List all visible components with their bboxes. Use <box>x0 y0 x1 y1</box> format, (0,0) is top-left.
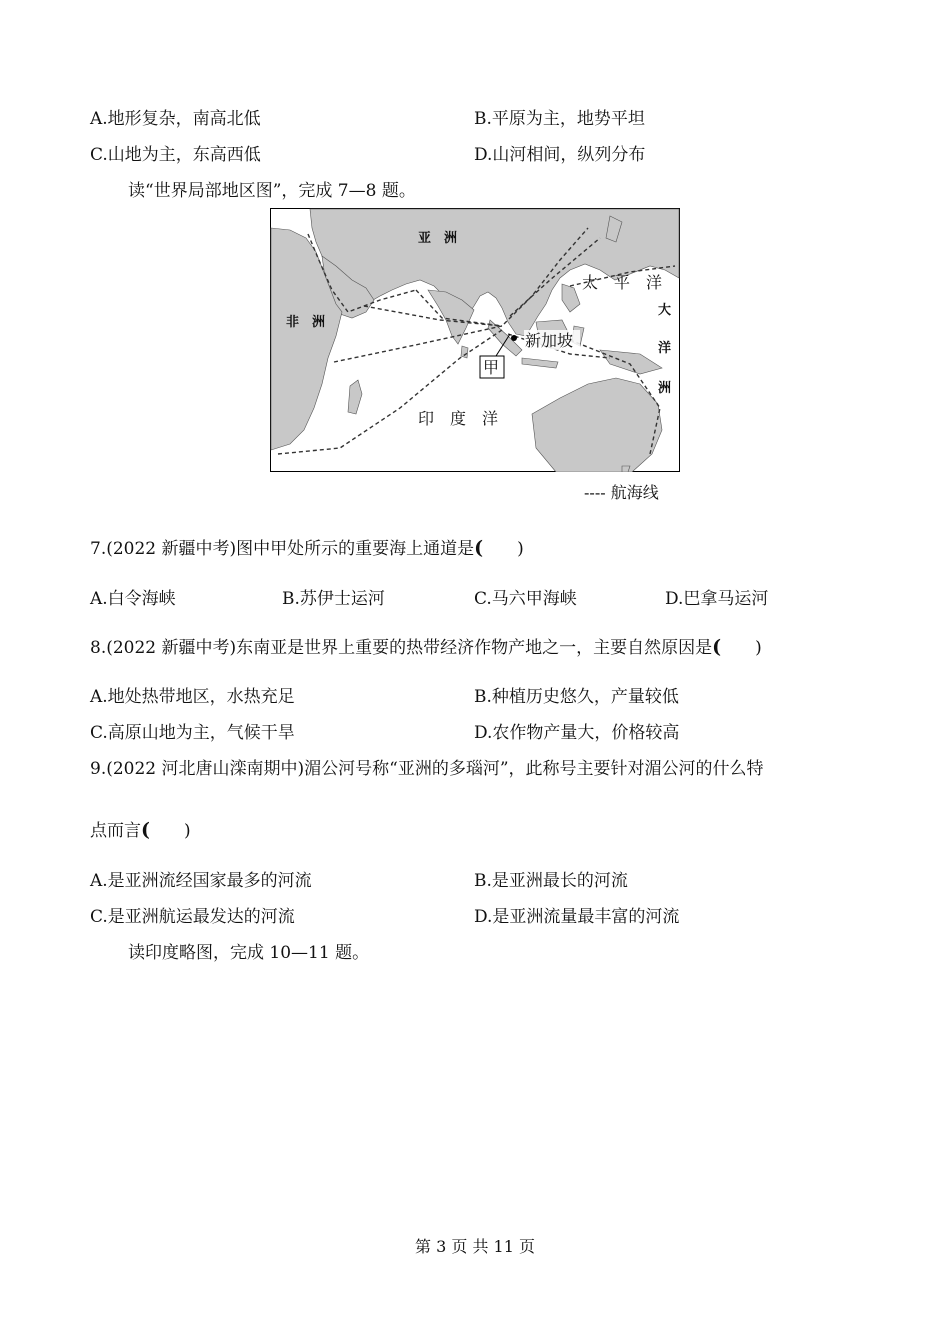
q7-option-a: A.白令海峡 <box>90 589 176 609</box>
label-oceania-2: 洋 <box>658 341 672 356</box>
q7-stem-line <box>90 534 524 559</box>
label-pacific: 太 平 洋 <box>582 273 663 292</box>
intro-10-11: 读印度略图，完成 10—11 题。 <box>128 943 370 963</box>
land-sri-lanka <box>461 346 468 358</box>
q7-option-b: B.苏伊士运河 <box>282 589 385 609</box>
q9-option-a: A.是亚洲流经国家最多的河流 <box>90 871 312 891</box>
q9-paren-open: ( <box>141 819 150 841</box>
label-singapore: 新加坡 <box>525 331 574 350</box>
q6-option-d: D.山河相间，纵列分布 <box>474 145 646 165</box>
singapore-dot <box>511 335 517 341</box>
label-asia: 亚 洲 <box>418 231 458 246</box>
q8-paren-close: ) <box>755 638 762 658</box>
q9-paren-close: ) <box>184 821 191 841</box>
q8-paren-open: ( <box>712 636 722 658</box>
q8-option-c: C.高原山地为主，气候干旱 <box>90 723 295 743</box>
label-oceania-1: 大 <box>658 303 672 318</box>
q9-stem-cont-line <box>90 816 191 841</box>
q9-option-b: B.是亚洲最长的河流 <box>474 871 628 891</box>
label-oceania-3: 洲 <box>658 381 672 396</box>
q7-stem: 7.(2022 新疆中考)图中甲处所示的重要海上通道是 <box>90 539 475 559</box>
page-footer: 第 3 页 共 11 页 <box>415 1237 535 1256</box>
q7-paren-open: ( <box>474 537 484 559</box>
label-jia: 甲 <box>483 358 500 377</box>
q6-option-b: B.平原为主，地势平坦 <box>474 109 645 129</box>
q8-option-a: A.地处热带地区，水热充足 <box>90 687 295 707</box>
q7-option-c: C.马六甲海峡 <box>474 589 577 609</box>
map-legend: ---- 航海线 <box>584 483 659 502</box>
q8-option-b: B.种植历史悠久，产量较低 <box>474 687 679 707</box>
label-africa: 非 洲 <box>286 315 326 330</box>
q8-option-d: D.农作物产量大，价格较高 <box>474 723 680 743</box>
q9-option-c: C.是亚洲航运最发达的河流 <box>90 907 295 927</box>
world-region-map <box>270 208 680 472</box>
q8-stem-line <box>90 633 762 658</box>
q6-option-a: A.地形复杂，南高北低 <box>90 109 261 129</box>
q9-option-d: D.是亚洲流量最丰富的河流 <box>474 907 680 927</box>
label-indian-ocean: 印 度 洋 <box>418 409 499 428</box>
intro-7-8: 读“世界局部地区图”，完成 7—8 题。 <box>128 181 416 201</box>
q7-paren-close: ) <box>517 539 524 559</box>
q7-option-d: D.巴拿马运河 <box>665 589 769 609</box>
q9-stem: 9.(2022 河北唐山滦南期中)湄公河号称“亚洲的多瑙河”，此称号主要针对湄公河的什么特 <box>90 759 764 779</box>
q8-stem: 8.(2022 新疆中考)东南亚是世界上重要的热带经济作物产地之一，主要自然原因是 <box>90 638 713 658</box>
q9-stem-cont: 点而言 <box>90 821 141 841</box>
q6-option-c: C.山地为主，东高西低 <box>90 145 261 165</box>
